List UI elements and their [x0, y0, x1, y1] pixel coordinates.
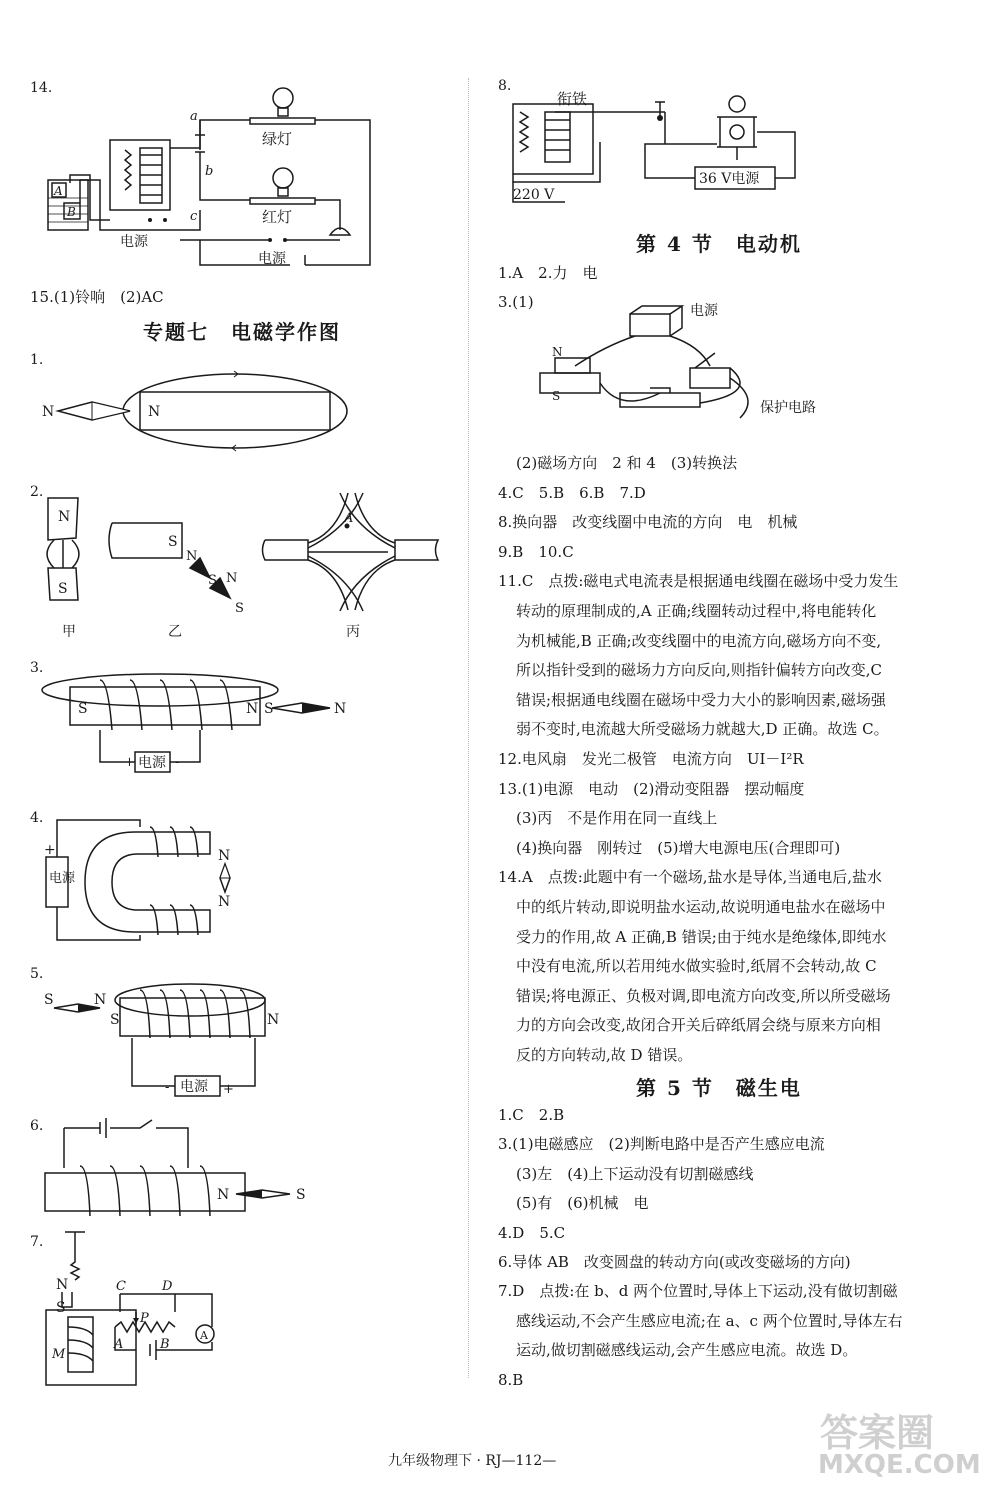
column-divider: [468, 78, 469, 1378]
answer-line: 为机械能,B 正确;改变线圈中的电流方向,磁场方向不变,: [516, 631, 882, 650]
answer-line: 7.D 点拨:在 b、d 两个位置时,导体上下运动,没有做切割磁: [498, 1282, 898, 1301]
q7-label-P: P: [140, 1311, 149, 1326]
q7-label-B: B: [160, 1337, 170, 1352]
answer-line: 1.C 2.B: [498, 1106, 565, 1124]
q2-needle1-S: S: [208, 573, 217, 588]
answer-line: (5)有 (6)机械 电: [516, 1194, 649, 1213]
answer-line: 所以指针受到的磁场力方向反向,则指针偏转方向改变,C: [516, 661, 883, 680]
answer-line: 4.D 5.C: [498, 1223, 566, 1242]
q2-jia-N: N: [58, 509, 71, 525]
q8-armature-label: 衔铁: [557, 90, 588, 108]
q7-label-C: C: [116, 1279, 126, 1294]
q2-label-jia: 甲: [62, 624, 76, 640]
q6-needle-S: S: [296, 1187, 306, 1203]
answer-line: 1.A 2.力 电: [498, 264, 598, 282]
answer-line: 8.B: [498, 1370, 524, 1389]
q4-number: 4.: [30, 810, 44, 826]
q5-core-N: N: [267, 1012, 280, 1028]
answer-line: 力的方向会改变,故闭合开关后碎纸屑会绕与原来方向相: [516, 1016, 881, 1035]
q6-solenoid-diagram: [40, 1118, 340, 1228]
page-footer: 九年级物理下 · RJ—112—: [388, 1453, 557, 1469]
topic7-title: 专题七 电磁学作图: [143, 320, 341, 344]
answer-line: 11.C 点拨:磁电式电流表是根据通电线圈在磁场中受力发生: [498, 572, 899, 591]
q3-solenoid-diagram: [40, 662, 360, 792]
answer-line: 错误;根据通电线圈在磁场中受力大小的影响因素,磁场强: [516, 690, 886, 709]
q2-needle2-S: S: [235, 601, 244, 616]
answer-line: 运动,做切割磁感线运动,会产生感应电流。故选 D。: [516, 1341, 858, 1360]
q3-plus: +: [124, 755, 135, 770]
q5-plus: +: [223, 1082, 234, 1097]
q2-needle2-N: N: [226, 571, 238, 586]
q8-220v-label: 220 V: [513, 187, 555, 203]
answer-line: 6.导体 AB 改变圆盘的转动方向(或改变磁场的方向): [498, 1253, 851, 1271]
q2-jia-S: S: [58, 581, 68, 597]
q5-minus: -: [165, 1080, 170, 1095]
q3-power-label: 电源: [138, 755, 166, 771]
q14-label-A: A: [54, 184, 63, 198]
answer-line: 受力的作用,故 A 正确,B 错误;由于纯水是绝缘体,即纯水: [516, 927, 887, 946]
answer-line: 中没有电流,所以若用纯水做实验时,纸屑不会转动,故 C: [516, 957, 877, 976]
answer-line: 3.(1): [498, 293, 534, 311]
q6-number: 6.: [30, 1118, 44, 1134]
q7-ammeter: A: [200, 1329, 208, 1342]
q2-field-diagrams: [40, 488, 460, 648]
watermark-logo: 答案圈: [820, 1411, 935, 1455]
q5-number: 5.: [30, 966, 44, 982]
q3-core-S: S: [78, 701, 88, 717]
answer-line: 错误;将电源正、负极对调,即电流方向改变,所以所受磁场: [516, 986, 891, 1005]
q2-number: 2.: [30, 484, 44, 500]
answer-line: 12.电风扇 发光二极管 电流方向 UI－I²R: [498, 750, 804, 768]
answer-line: 4.C 5.B 6.B 7.D: [498, 483, 646, 502]
q14-label-B: B: [67, 205, 76, 219]
q4-N-bottom: N: [218, 894, 231, 910]
answer-line: 反的方向转动,故 D 错误。: [516, 1046, 693, 1064]
q7-label-M: M: [52, 1347, 66, 1362]
section4-title: 第 4 节 电动机: [636, 232, 802, 256]
q2-point-A: A: [344, 511, 354, 526]
q7-label-D: D: [162, 1279, 173, 1294]
q3-needle-N: N: [334, 701, 347, 717]
sec4-protect-label: 保护电路: [760, 400, 816, 416]
q7-magnet-S: S: [56, 1300, 66, 1316]
q5-needle-N: N: [94, 992, 107, 1008]
answer-line: (4)换向器 刚转过 (5)增大电源电压(合理即可): [516, 838, 841, 857]
q3-number: 3.: [30, 660, 44, 676]
q8-36v-label: 36 V电源: [699, 171, 760, 187]
answer-line: (2)磁场方向 2 和 4 (3)转换法: [516, 454, 738, 472]
q14-circuit-diagram: [40, 80, 380, 275]
sec4-S-label: S: [552, 389, 561, 403]
sec4-power-label: 电源: [690, 303, 718, 319]
q14-label-a: a: [190, 109, 198, 124]
answer-line: 9.B 10.C: [498, 542, 574, 561]
q1-magnet-field-diagram: [40, 362, 360, 462]
q2-label-yi: 乙: [168, 624, 182, 640]
sec4-motor-experiment-diagram: [530, 298, 850, 428]
q4-power-label: 电源: [49, 871, 76, 886]
q7-number: 7.: [30, 1234, 44, 1250]
q14-label-c: c: [190, 209, 198, 224]
sec4-N-label: N: [552, 345, 563, 359]
q3-minus: -: [175, 755, 180, 770]
q1-number: 1.: [30, 352, 44, 368]
answer-line: 3.(1)电磁感应 (2)判断电路中是否产生感应电流: [498, 1135, 825, 1154]
answer-line: (3)左 (4)上下运动没有切割磁感线: [516, 1164, 754, 1183]
q14-green-lamp-label: 绿灯: [262, 130, 293, 148]
q15-answer: 15.(1)铃响 (2)AC: [30, 288, 164, 306]
answer-line: 转动的原理制成的,A 正确;线圈转动过程中,将电能转化: [516, 602, 877, 620]
q4-u-magnet-diagram: [40, 812, 340, 947]
answer-line: 中的纸片转动,即说明盐水运动,故说明通电盐水在磁场中: [516, 898, 886, 916]
q8-number: 8.: [498, 78, 512, 94]
q8-relay-circuit: [505, 82, 805, 207]
q5-solenoid-diagram: [40, 968, 340, 1098]
q5-core-S: S: [110, 1012, 120, 1028]
q3-needle-S: S: [264, 701, 274, 717]
q6-needle-N: N: [217, 1187, 230, 1203]
q1-needle-N: N: [42, 404, 55, 420]
q2-label-bing: 丙: [346, 624, 360, 640]
q14-power-label-2: 电源: [258, 251, 286, 267]
q4-N-top: N: [218, 848, 231, 864]
q7-label-A: A: [114, 1337, 124, 1352]
q14-power-label-1: 电源: [120, 234, 148, 250]
q14-red-lamp-label: 红灯: [262, 208, 293, 226]
q4-plus: +: [44, 842, 56, 858]
answer-line: 14.A 点拨:此题中有一个磁场,盐水是导体,当通电后,盐水: [498, 868, 883, 887]
watermark-url: MXQE.COM: [818, 1450, 981, 1480]
answer-line: 感线运动,不会产生感应电流;在 a、c 两个位置时,导体左右: [516, 1311, 903, 1330]
q1-bar-N: N: [148, 404, 161, 420]
q7-relay-rheostat-diagram: [40, 1232, 240, 1392]
answer-line: 弱不变时,电流越大所受磁场力就越大,D 正确。故选 C。: [516, 720, 889, 739]
q5-needle-S: S: [44, 992, 54, 1008]
section5-title: 第 5 节 磁生电: [636, 1076, 802, 1100]
q2-yi-bar-S: S: [168, 534, 178, 550]
q7-magnet-N: N: [56, 1277, 69, 1293]
q14-label-b: b: [205, 164, 214, 179]
q2-needle1-N: N: [186, 549, 198, 564]
q5-power-label: 电源: [180, 1079, 208, 1095]
answer-line: 8.换向器 改变线圈中电流的方向 电 机械: [498, 513, 798, 532]
q3-core-N: N: [246, 701, 259, 717]
answer-line: (3)丙 不是作用在同一直线上: [516, 809, 718, 828]
q14-number: 14.: [30, 80, 53, 96]
answer-line: 13.(1)电源 电动 (2)滑动变阻器 摆动幅度: [498, 779, 805, 798]
